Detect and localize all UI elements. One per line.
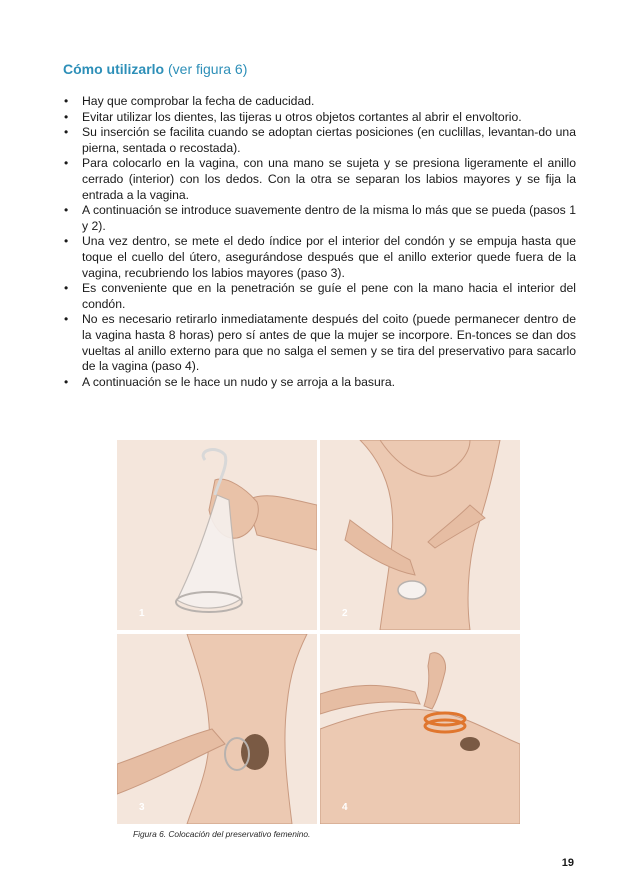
figure-panel-4 [320,634,520,824]
bullet-icon: • [64,203,69,218]
list-item-text: Una vez dentro, se mete el dedo índice por el interior del condón y se empuja hasta que toque el cuello del útero, asegurándose después que el anillo exterior quede fuera de la vagina, recubriendo los labios mayores (paso 3). [82,234,576,280]
list-item-text: Es conveniente que en la penetración se guíe el pene con la mano hacia el interior del condón. [82,281,576,311]
removal-illustration [320,634,520,824]
bullet-icon: • [64,156,69,171]
instruction-list [63,94,576,390]
list-item [63,234,576,281]
bullet-icon: • [64,234,69,249]
section-heading [63,60,247,78]
bullet-icon: • [64,109,69,124]
list-item-text: Hay que comprobar la fecha de caducidad. [82,94,315,108]
page-number: 19 [561,857,574,869]
section-heading-subtitle: (ver figura 6) [164,61,248,77]
list-item [63,156,576,203]
hand-holding-condom-illustration [117,440,317,630]
list-item-text: Para colocarlo en la vagina, con una mano se sujeta y se presiona ligeramente el anillo cerrado (interior) con los dedos. Con la otra se separan los labios mayores y se fija la entrada a la vagina. [82,156,576,202]
list-item-text: No es necesario retirarlo inmediatamente después del coito (puede permanecer dentro de la vagina hasta 8 horas) pero sí antes de que la mujer se incorpore. En-tonces se dan dos vueltas al anillo externo para que no salga el semen y se tira del preservativo para sacarlo de la vagina (paso 4). [82,312,576,374]
list-item [63,125,576,156]
bullet-icon: • [64,94,69,108]
panel-number: 2 [342,608,348,619]
list-item [63,375,576,391]
figure-panel-1 [117,440,317,630]
list-item [63,203,576,234]
figure-panel-2 [320,440,520,630]
panel-number: 3 [139,802,145,813]
insertion-standing-illustration [320,440,520,630]
bullet-icon: • [64,125,69,140]
bullet-icon: • [64,281,69,296]
list-item-text: Evitar utilizar los dientes, las tijeras u otros objetos cortantes al abrir el envoltorio. [82,109,522,124]
list-item-text: Su inserción se facilita cuando se adoptan ciertas posiciones (en cuclillas, levantan-do una pierna, sentada o recostada). [82,125,576,155]
finger-pushing-illustration [117,634,317,824]
list-item [63,110,576,126]
figure-6 [117,440,520,824]
list-item [63,312,576,374]
panel-number: 1 [139,608,145,619]
bullet-icon: • [64,312,69,327]
list-item-text: A continuación se le hace un nudo y se arroja a la basura. [82,374,396,389]
panel-number: 4 [342,802,348,813]
section-heading-bold: Cómo utilizarlo [63,61,165,77]
bullet-icon: • [64,374,69,389]
list-item [63,94,576,110]
figure-caption: Figura 6. Colocación del preservativo femenino. [133,829,311,839]
figure-panel-3 [117,634,317,824]
list-item-text: A continuación se introduce suavemente dentro de la misma lo más que se pueda (pasos 1 y 2). [82,203,576,233]
list-item [63,281,576,312]
